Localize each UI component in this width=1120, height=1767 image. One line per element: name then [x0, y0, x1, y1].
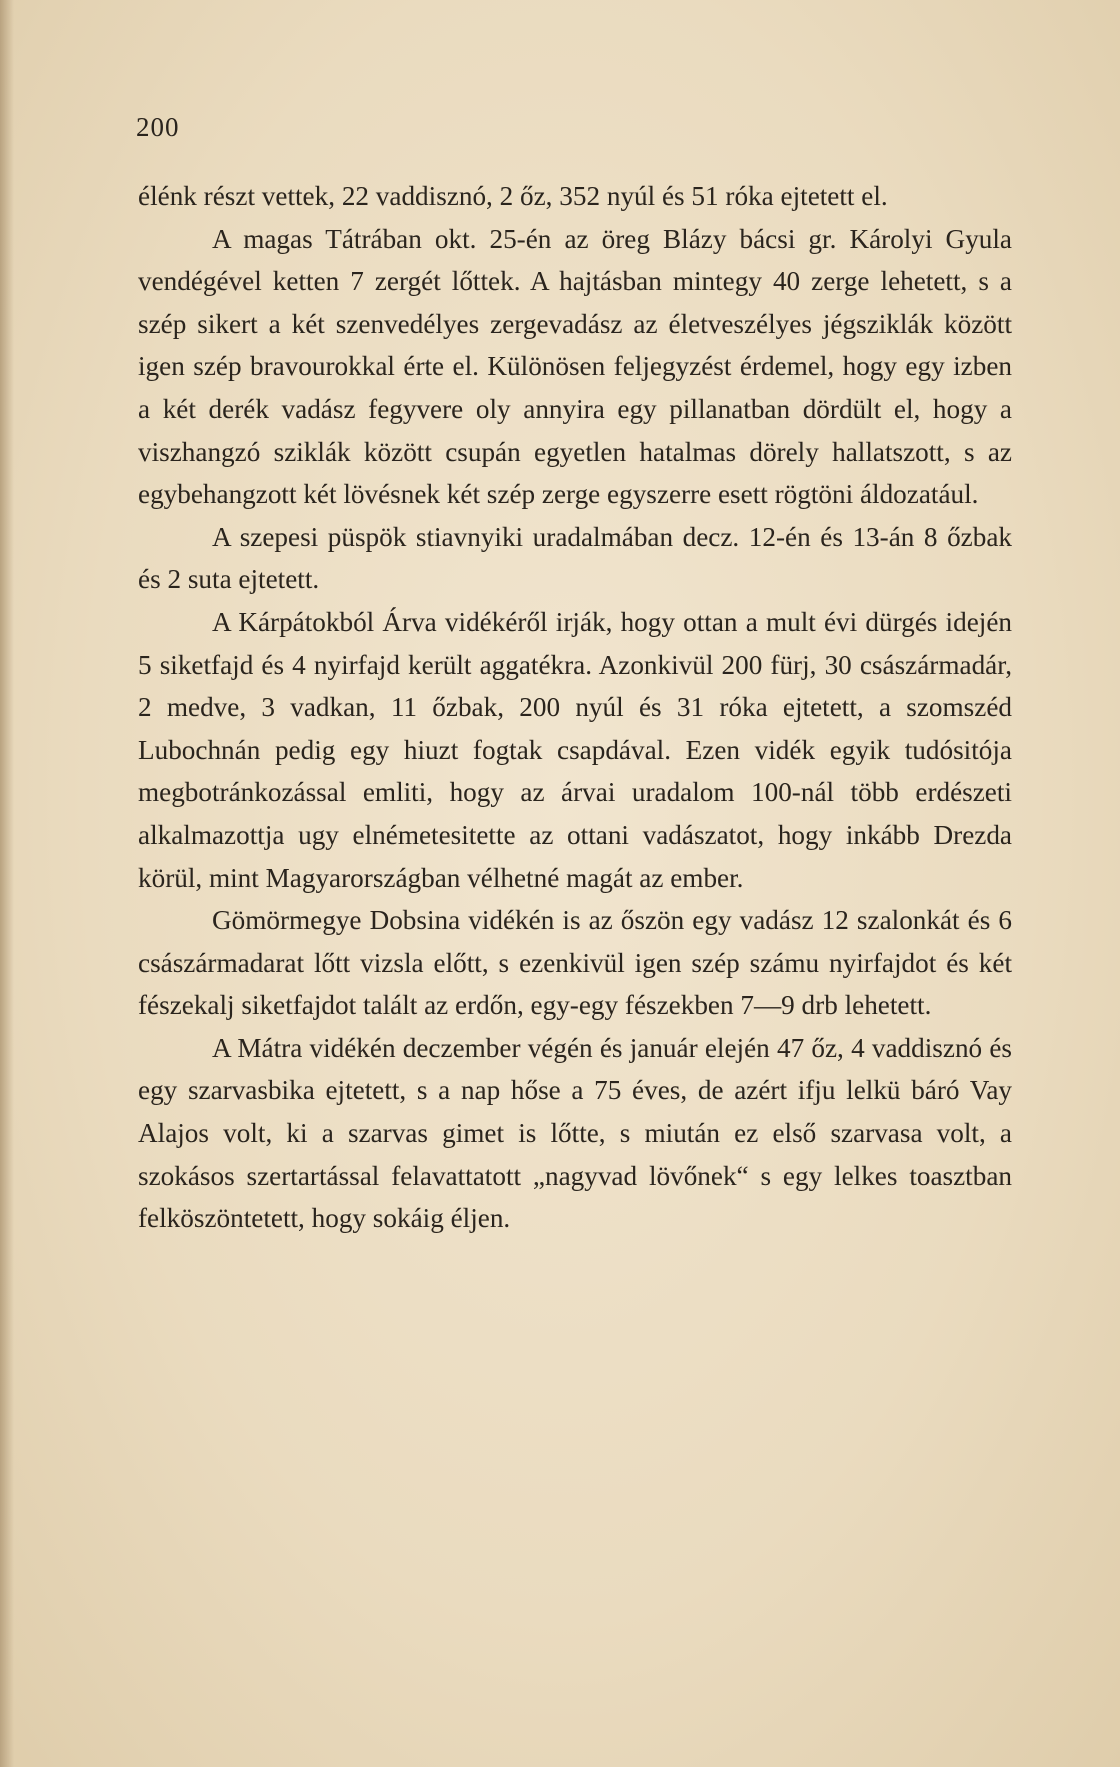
paragraph-6: A Mátra vidékén deczember végén és január elején 47 őz, 4 vaddisznó és egy szarvasbika ejtetett, s a nap hőse a 75 éves, de azért ifju lelkü báró Vay Alajos volt, ki a szarvas gimet is lőtte, s miután ez első szarvasa volt, a szokásos szertartással felavattatott „nagyvad lövőnek“ s egy lelkes toasztban felköszöntetett, hogy sokáig éljen.: [138, 1032, 1012, 1234]
page-gutter-shadow: [0, 0, 14, 1767]
body-text: [138, 175, 1012, 1240]
paragraph-5: Gömörmegye Dobsina vidékén is az őszön egy vadász 12 szalonkát és 6 császármadarat lőtt vizsla előtt, s ezenkivül igen szép számu nyirfajdot és két fészekalj siketfajdot talált az erdőn, egy-egy fészekben 7—9 drb lehetett.: [138, 905, 1012, 1021]
paragraph-2: A magas Tátrában okt. 25-én az öreg Blázy bácsi gr. Károlyi Gyula vendégével ketten 7 zergét lőttek. A hajtásban mintegy 40 zerge lehetett, s a szép sikert a két szenvedélyes zergevadász az életveszélyes jégsziklák között igen szép bravourokkal érte el. Különösen feljegyzést érdemel, hogy egy izben a két derék vadász fegyvere oly annyira egy pillanatban dördült el, hogy a viszhangzó sziklák között csupán egyetlen hatalmas dörely hallatszott, s az egybehangzott két lövésnek két szép zerge egyszerre esett rögtöni áldozatául.: [138, 223, 1012, 510]
paragraph-4: A Kárpátokból Árva vidékéről irják, hogy ottan a mult évi dürgés idején 5 siketfajd és 4 nyirfajd került aggatékra. Azonkivül 200 fürj, 30 császármadár, 2 medve, 3 vadkan, 11 őzbak, 200 nyúl és 31 róka ejtetett, a szomszéd Lubochnán pedig egy hiuzt fogtak csapdával. Ezen vidék egyik tudósitója megbotránkozással emliti, hogy az árvai uradalom 100-nál több erdészeti alkalmazottja ugy elnémetesitette az ottani vadászatot, hogy inkább Drezda körül, mint Magyarországban vélhetné magát az ember.: [138, 606, 1012, 893]
paragraph-1: élénk részt vettek, 22 vaddisznó, 2 őz, 352 nyúl és 51 róka ejtetett el.: [138, 181, 888, 211]
paragraph-3: A szepesi püspök stiavnyiki uradalmában decz. 12-én és 13-án 8 őzbak és 2 suta ejtetett.: [138, 521, 1012, 595]
page-number: 200: [136, 112, 180, 142]
